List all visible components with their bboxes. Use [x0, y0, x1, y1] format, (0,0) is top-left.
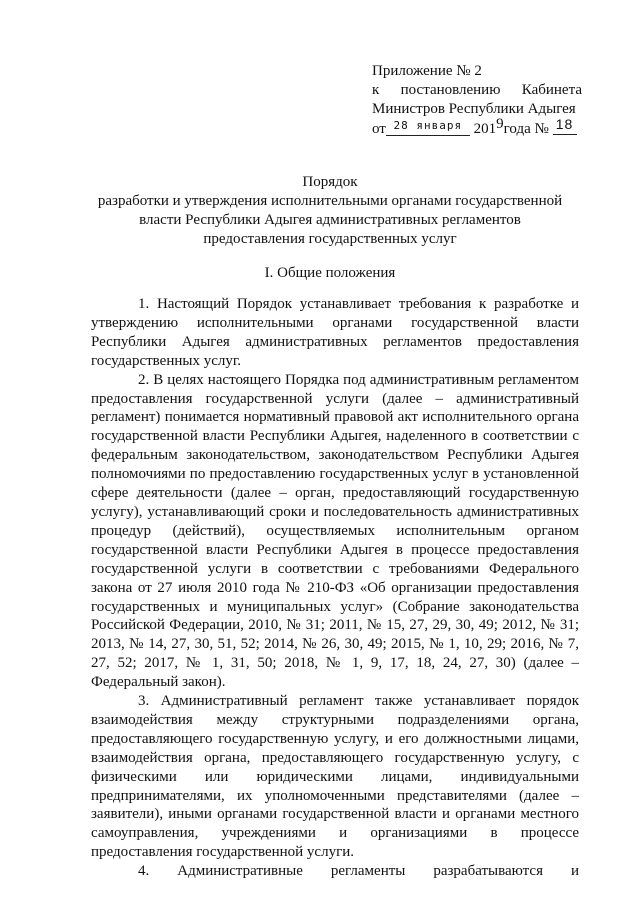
annex-reference-line: [372, 81, 582, 100]
annex-to: к: [372, 82, 380, 98]
title-line-2: разработки и утверждения исполнительными органами государственной: [97, 193, 563, 209]
paragraph-2: 2. В целях настоящего Порядка под административным регламентом предоставления государственной услуги (далее – административный регламент) понимается нормативный правовой акт исполнительного органа государственной власти Республики Адыгея, наделенного в соответствии с федеральным законодательством, законодательством Республики Адыгея полномочиями по предоставлению государственных услуг в установленной сфере деятельности (далее – орган, предоставляющий государственную услугу), устанавливающий сроки и последовательность административных процедур (действий), осуществляемых исполнительным органом государственной власти Республики Адыгея в процессе предоставления государственной услуги в соответствии с требованиями Федерального закона от 27 июля 2010 года № 210-ФЗ «Об организации предоставления государственных и муниципальных услуг» (Собрание законодательства Российской Федерации, 2010, № 31; 2011, № 15, 27, 29, 30, 49; 2012, № 31; 2013, № 14, 27, 30, 51, 52; 2014, № 26, 30, 49; 2015, № 1, 10, 29; 2016, № 7, 27, 52; 2017, № 1, 31, 50; 2018, № 1, 9, 17, 18, 24, 27, 30) (далее – Федеральный закон).: [91, 371, 579, 691]
annex-cabinet: Кабинета: [521, 82, 582, 98]
paragraph-3: 3. Административный регламент также устанавливает порядок взаимодействия между структурными подразделениями органа, предоставляющего государственную услугу, и его должностными лицами, взаимодействия органа, предоставляющего государственную услугу, с физическими или юридическими лицами, индивидуальными предпринимателями, их уполномоченными представителями (далее – заявители), иными органами государственной власти и органами местного самоуправления, учреждениями и организациями в процессе предоставления государственной услуги.: [91, 693, 579, 861]
section-heading: I. Общие положения: [264, 265, 396, 281]
annex-year-suffix: года №: [503, 121, 549, 137]
annex-resolution: постановлению: [400, 82, 501, 98]
date-stamp: 28 января: [386, 116, 470, 136]
annex-year-digit: 9: [496, 116, 504, 132]
paragraph-4: 4. Административные регламенты разрабатываются и: [138, 863, 579, 880]
annex-date-line: [372, 116, 582, 140]
document-title: [80, 173, 580, 249]
document-body: [91, 295, 579, 881]
annex-year-prefix: 201: [473, 121, 497, 137]
annex-header: [372, 62, 582, 140]
annex-title: Приложение № 2: [372, 63, 482, 79]
paragraph-1: 1. Настоящий Порядок устанавливает требования к разработке и утверждению исполнительными органами государственной власти Республики Адыгея административных регламентов предоставления государственных услуг.: [91, 296, 579, 369]
title-line-4: предоставления государственных услуг: [203, 231, 457, 247]
annex-from: от: [372, 121, 386, 137]
title-line-1: Порядок: [302, 174, 358, 190]
title-line-3: власти Республики Адыгея административных регламентов: [139, 212, 521, 228]
annex-ministers: Министров Республики Адыгея: [372, 101, 576, 117]
number-stamp: 18: [553, 115, 577, 135]
